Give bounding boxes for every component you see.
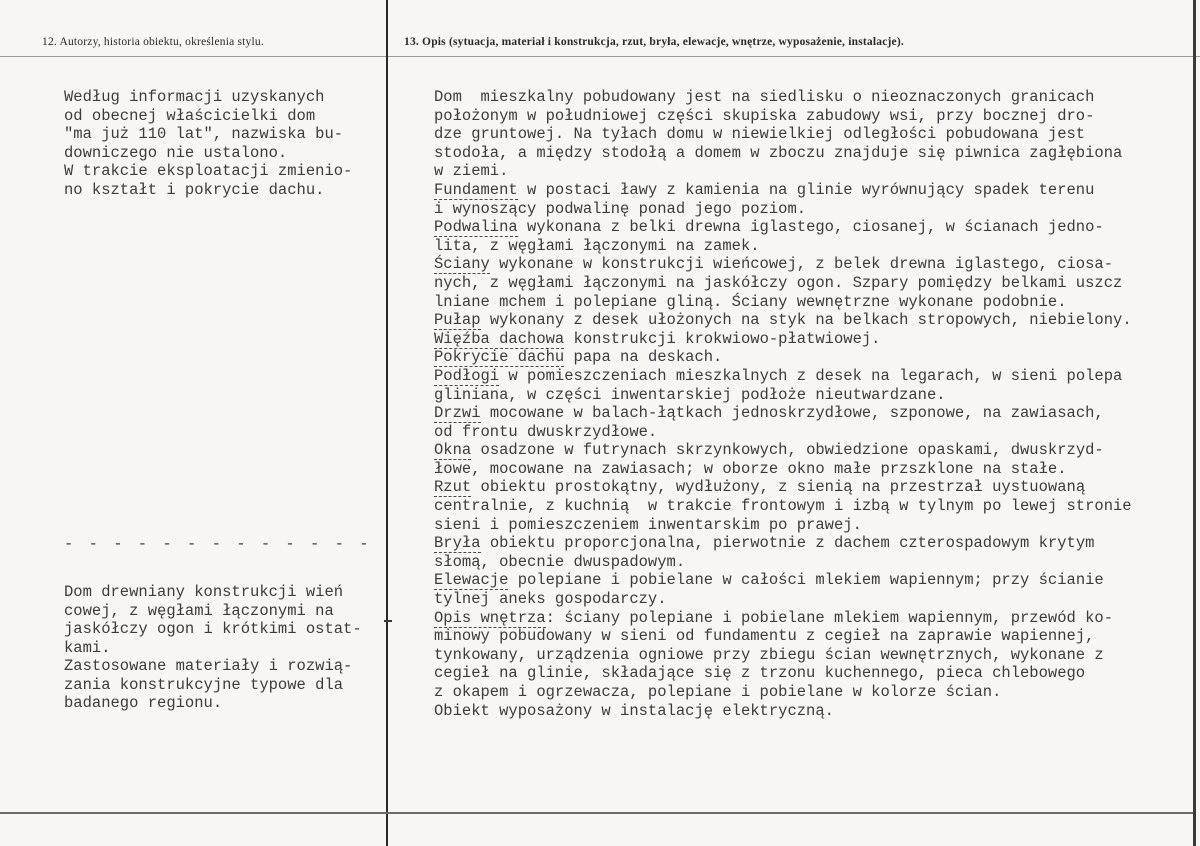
history-line: W trakcie eksploatacji zmienio- xyxy=(64,162,353,180)
description-text xyxy=(434,88,1132,720)
line-text: osadzone w futrynach skrzynkowych, obwiedzione opaskami, dwuskrzyd- xyxy=(471,441,1104,460)
description-line xyxy=(434,571,1132,590)
history-line: "ma już 110 lat", nazwiska bu- xyxy=(64,125,344,143)
description-line xyxy=(434,441,1132,460)
page-right-edge xyxy=(1193,0,1196,846)
line-text: słomą, obecnie dwuspadowym. xyxy=(434,552,686,571)
line-text: wykonane w konstrukcji wieńcowej, z belek drewna iglastego, ciosa- xyxy=(489,255,1114,274)
section-13-header xyxy=(404,36,904,48)
line-text: papa na deskach. xyxy=(564,348,723,367)
description-line xyxy=(434,311,1132,330)
description-line xyxy=(434,218,1132,237)
separator-dashes: - - - - - - - - - - - - - xyxy=(64,535,372,553)
description-line xyxy=(434,534,1132,553)
description-line xyxy=(434,274,1132,293)
style-line: zania konstrukcyjne typowe dla xyxy=(64,675,344,694)
line-text: : ściany polepiane i pobielane mlekiem wapiennym, przewód ko- xyxy=(545,608,1114,627)
line-text: stodoła, a między stodołą a domem w zboczu znajduje się piwnica zagłębiona xyxy=(434,143,1123,162)
line-text: konstrukcji krokwiowo-płatwiowej. xyxy=(564,329,881,348)
style-line: Dom drewniany konstrukcji wień xyxy=(64,583,344,601)
underlined-term: Okna xyxy=(434,441,472,460)
line-text: polepiane i pobielane w całości mlekiem wapiennym; przy ścianie xyxy=(508,571,1104,590)
underlined-term: Pokrycie dachu xyxy=(434,348,565,367)
underlined-term: Elewacje xyxy=(434,571,509,590)
description-line xyxy=(434,609,1132,628)
style-line: Zastosowane materiały i rozwią- xyxy=(64,657,353,675)
line-text: Dom mieszkalny pobudowany jest na siedlisku o nieoznaczonych granicach xyxy=(434,88,1095,106)
section-13-number: 13. Opis xyxy=(404,36,446,48)
description-line xyxy=(434,590,1132,609)
line-text: w postaci ławy z kamienia na glinie wyrównujący spadek terenu xyxy=(517,180,1095,199)
line-text: centralnie, z kuchnią w trakcie frontowym i izbą w tylnym po lewej stronie xyxy=(434,497,1132,516)
description-line xyxy=(434,386,1132,405)
line-text: od frontu dwuskrzydłowe. xyxy=(434,422,658,441)
line-text: obiektu prostokątny, wydłużony, z sienią na przestrzał uystuowaną xyxy=(471,478,1086,497)
description-line xyxy=(434,683,1132,702)
description-line xyxy=(434,646,1132,665)
description-line xyxy=(434,107,1132,126)
line-text: Obiekt wyposażony w instalację elektryczną. xyxy=(434,701,834,720)
underlined-term: Podłogi xyxy=(434,366,500,385)
description-line xyxy=(434,125,1132,144)
history-line: no kształt i pokrycie dachu. xyxy=(64,180,325,199)
line-text: w ziemi. xyxy=(434,162,509,181)
history-line: od obecnej właścicielki dom xyxy=(64,106,316,125)
description-line xyxy=(434,664,1132,683)
section-12-title: Autorzy, historia obiektu, określenia stylu. xyxy=(59,36,264,48)
line-text: obiektu proporcjonalna, pierwotnie z dachem czterospadowym krytym xyxy=(480,534,1095,553)
section-13-title: (sytuacja, materiał i konstrukcja, rzut, bryła, elewacje, wnętrze, wyposażenie, instalacje). xyxy=(448,36,904,48)
line-text: sieni i pomieszczeniem inwentarskim po prawej. xyxy=(434,515,862,534)
style-line: jaskółczy ogon i krótkimi ostat- xyxy=(64,620,362,638)
description-line xyxy=(434,423,1132,442)
style-line: badanego regionu. xyxy=(64,694,223,712)
history-text xyxy=(64,88,352,199)
description-line xyxy=(434,200,1132,219)
description-line xyxy=(434,237,1132,256)
header-divider xyxy=(0,56,1200,57)
description-line xyxy=(434,367,1132,386)
description-line xyxy=(434,404,1132,423)
line-text: wykonana z belki drewna iglastego, ciosanej, w ścianach jedno- xyxy=(517,218,1104,237)
line-text: nych, z węgłami łączonymi na jaskółczy ogon. Szpary pomiędzy belkami uszcz xyxy=(434,273,1123,292)
underlined-term: Ściany xyxy=(434,255,490,274)
description-line xyxy=(434,553,1132,572)
description-line xyxy=(434,460,1132,479)
line-text: minowy pobudowany w sieni od fundamentu z cegieł na zaprawie wapiennej, xyxy=(434,627,1095,646)
underlined-term: Więźba dachowa xyxy=(434,329,565,348)
description-line xyxy=(434,330,1132,349)
section-12-header xyxy=(42,36,264,48)
line-text: gliniana, w części inwentarskiej podłoże nieutwardzane. xyxy=(434,385,946,404)
line-text: lita, z węgłami łączonymi na zamek. xyxy=(434,236,760,255)
history-line: Według informacji uzyskanych xyxy=(64,88,325,106)
description-line xyxy=(434,293,1132,312)
description-line xyxy=(434,627,1132,646)
column-tick-mark xyxy=(384,620,392,622)
line-text: cegieł na glinie, składające się z trzonu kuchennego, pieca chlebowego xyxy=(434,664,1086,683)
style-line: cowej, z węgłami łączonymi na xyxy=(64,601,334,620)
description-line xyxy=(434,255,1132,274)
underlined-term: Podwalina xyxy=(434,218,518,237)
description-line xyxy=(434,88,1132,107)
style-line: kami. xyxy=(64,638,111,657)
description-line xyxy=(434,516,1132,535)
line-text: mocowane w balach-łątkach jednoskrzydłowe, szponowe, na zawiasach, xyxy=(480,404,1104,423)
description-line xyxy=(434,348,1132,367)
history-line: downiczego nie ustalono. xyxy=(64,143,288,162)
underlined-term: Pułap xyxy=(434,311,481,330)
column-divider xyxy=(386,0,388,846)
line-text: tynkowany, urządzenia ogniowe przy zbiegu ścian wewnętrznych, wykonane z xyxy=(434,645,1104,664)
underlined-term: Bryła xyxy=(434,534,481,553)
style-text xyxy=(64,583,362,713)
description-line xyxy=(434,144,1132,163)
line-text: położonym w południowej części skupiska zabudowy wsi, przy bocznej dro- xyxy=(434,106,1095,125)
line-text: łowe, mocowane na zawiasach; w oborze okno małe przszklone na stałe. xyxy=(434,459,1067,478)
page-bottom-edge xyxy=(0,812,1193,814)
line-text: w pomieszczeniach mieszkalnych z desek na legarach, w sieni polepa xyxy=(499,366,1123,385)
underlined-term: Rzut xyxy=(434,478,472,497)
line-text: wykonany z desek ułożonych na styk na belkach stropowych, niebielony. xyxy=(480,311,1132,330)
line-text: tylnej aneks gospodarczy. xyxy=(434,590,667,609)
line-text: z okapem i ogrzewacza, polepiane i pobielane w kolorze ścian. xyxy=(434,683,1002,701)
description-line xyxy=(434,181,1132,200)
underlined-term: Drzwi xyxy=(434,404,481,423)
description-line xyxy=(434,478,1132,497)
description-line xyxy=(434,702,1132,721)
description-line xyxy=(434,162,1132,181)
description-line xyxy=(434,497,1132,516)
line-text: i wynoszący podwalinę ponad jego poziom. xyxy=(434,199,807,218)
line-text: lniane mchem i polepiane gliną. Ściany wewnętrzne wykonane podobnie. xyxy=(434,292,1067,311)
underlined-term: Opis wnętrza xyxy=(434,608,546,627)
underlined-term: Fundament xyxy=(434,180,518,199)
line-text: dze gruntowej. Na tyłach domu w niewielkiej odległości pobudowana jest xyxy=(434,125,1086,144)
section-12-number: 12. xyxy=(42,36,57,48)
